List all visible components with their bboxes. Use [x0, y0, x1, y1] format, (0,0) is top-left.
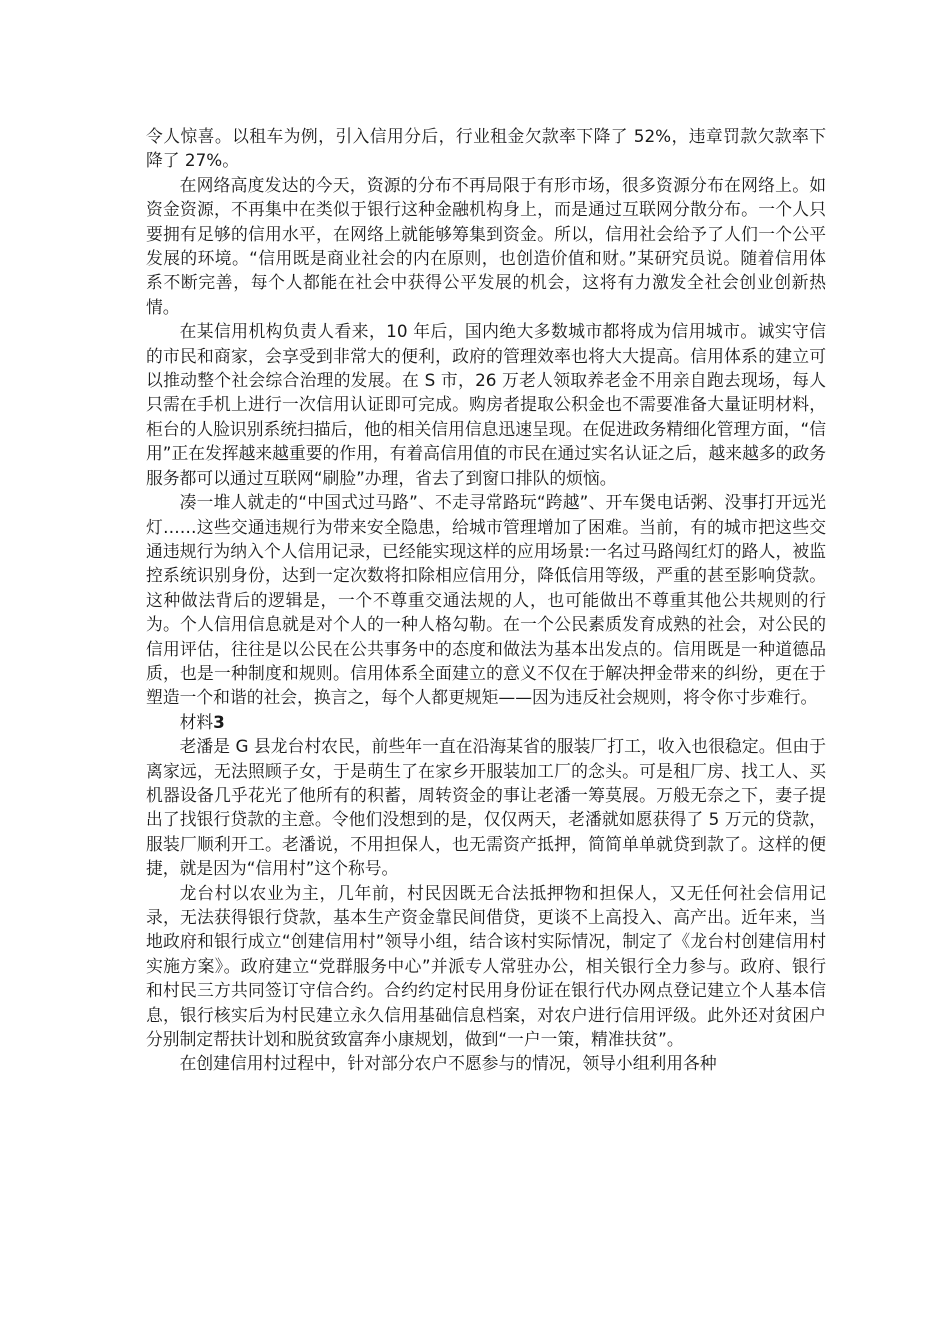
document-page: [146, 124, 826, 1076]
paragraph: 在网络高度发达的今天，资源的分布不再局限于有形市场，很多资源分布在网络上。如资金资源，不再集中在类似于银行这种金融机构身上，而是通过互联网分散分布。一个人只要拥有足够的信用水平，在网络上就能够筹集到资金。所以，信用社会给予了人们一个公平发展的环境。“信用既是商业社会的内在原则，也创造价值和财。”某研究员说。随着信用体系不断完善，每个人都能在社会中获得公平发展的机会，这将有力激发全社会创业创新热情。: [146, 174, 826, 317]
section-heading-label: 材料: [179, 711, 214, 732]
paragraph: 老潘是 G 县龙台村农民，前些年一直在沿海某省的服装厂打工，收入也很稳定。但由于离家远，无法照顾子女，于是萌生了在家乡开服装加工厂的念头。可是租厂房、找工人、买机器设备几乎花光了他所有的积蓄，周转资金的事让老潘一筹莫展。万般无奈之下，妻子提出了找银行贷款的主意。令他们没想到的是，仅仅两天，老潘就如愿获得了 5 万元的贷款，服装厂顺利开工。老潘说，不用担保人，也无需资产抵押，简简单单就贷到款了。这样的便捷，就是因为“信用村”这个称号。: [146, 736, 826, 879]
paragraph: 在创建信用村过程中，针对部分农户不愿参与的情况，领导小组利用各种: [179, 1053, 717, 1074]
paragraph: 凑一堆人就走的“中国式过马路”、不走寻常路玩“跨越”、开车煲电话粥、没事打开远光灯……这些交通违规行为带来安全隐患，给城市管理增加了困难。当前，有的城市把这些交通违规行为纳入个人信用记录，已经能实现这样的应用场景:一名过马路闯红灯的路人，被监控系统识别身份，达到一定次数将扣除相应信用分，降低信用等级，严重的甚至影响贷款。这种做法背后的逻辑是，一个不尊重交通法规的人，也可能做出不尊重其他公共规则的行为。个人信用信息就是对个人的一种人格勾勒。在一个公民素质发育成熟的社会，对公民的信用评估，往往是以公民在公共事务中的态度和做法为基本出发点的。信用既是一种道德品质，也是一种制度和规则。信用体系全面建立的意义不仅在于解决押金带来的纠纷，更在于塑造一个和谐的社会，换言之，每个人都更规矩——因为违反社会规则，将令你寸步难行。: [146, 492, 826, 708]
paragraph: 龙台村以农业为主，几年前，村民因既无合法抵押物和担保人，又无任何社会信用记录，无法获得银行贷款，基本生产资金靠民间借贷，更谈不上高投入、高产出。近年来，当地政府和银行成立“创建信用村”领导小组，结合该村实际情况，制定了《龙台村创建信用村实施方案》。政府建立“党群服务中心”并派专人常驻办公，相关银行全力参与。政府、银行和村民三方共同签订守信合约。合约约定村民用身份证在银行代办网点登记建立个人基本信息，银行核实后为村民建立永久信用基础信息档案，对农户进行信用评级。此外还对贫困户分别制定帮扶计划和脱贫致富奔小康规划，做到“一户一策，精准扶贫”。: [146, 882, 826, 1050]
paragraph: 令人惊喜。以租车为例，引入信用分后，行业租金欠款率下降了 52%，违章罚款欠款率下降了 27%。: [146, 126, 826, 171]
paragraph: 在某信用机构负责人看来，10 年后，国内绝大多数城市都将成为信用城市。诚实守信的市民和商家，会享受到非常大的便利，政府的管理效率也将大大提高。信用体系的建立可以推动整个社会综合治理的发展。在 S 市，26 万老人领取养老金不用亲自跑去现场，每人只需在手机上进行一次信用认证即可完成。购房者提取公积金也不需要准备大量证明材料，柜台的人脸识别系统扫描后，他的相关信用信息迅速呈现。在促进政务精细化管理方面，“信用”正在发挥越来越重要的作用，有着高信用值的市民在通过实名认证之后，越来越多的政务服务都可以通过互联网“刷脸”办理，省去了到窗口排队的烦恼。: [146, 321, 826, 488]
section-heading: [146, 710, 826, 734]
section-heading-number: 3: [213, 711, 225, 732]
